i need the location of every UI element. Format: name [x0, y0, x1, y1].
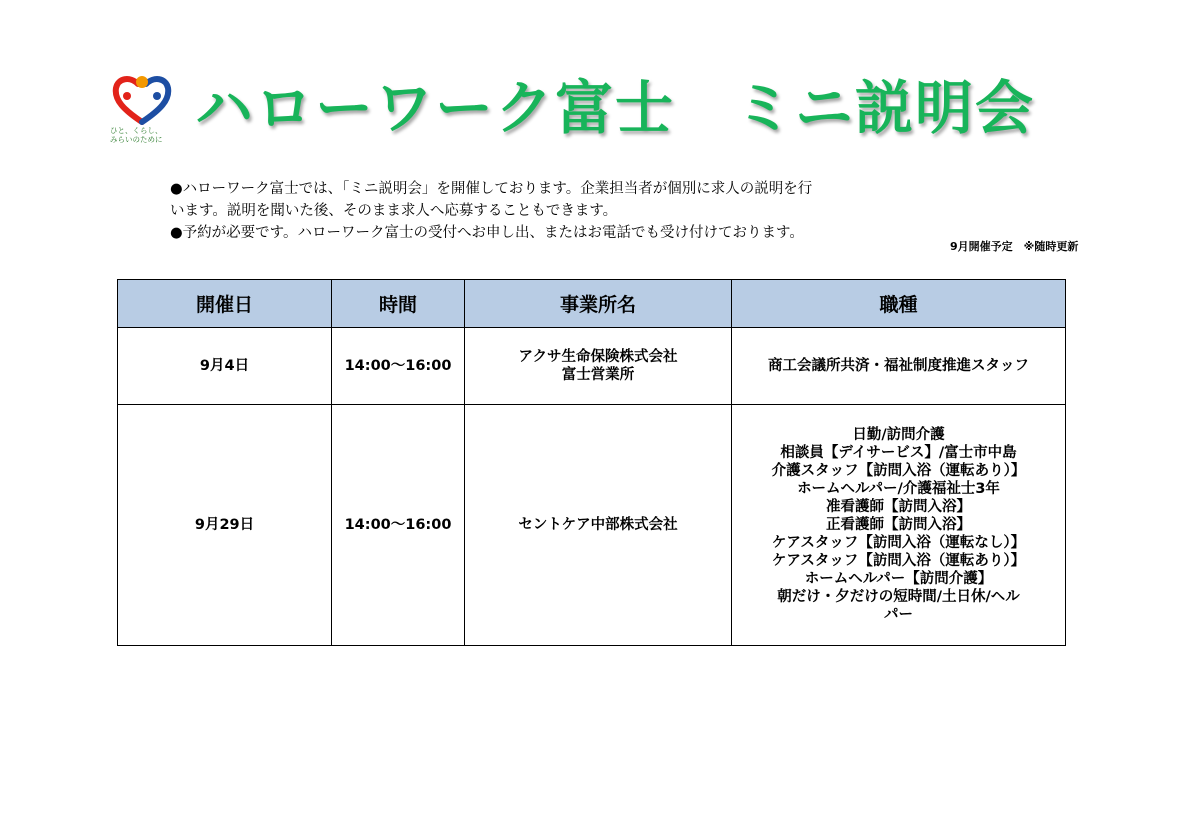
heart-family-logo-icon: [110, 72, 174, 126]
logo: [110, 72, 174, 148]
job-item: 商工会議所共済・福祉制度推進スタッフ: [768, 358, 1029, 374]
table-row: [118, 405, 1066, 646]
company-name: アクサ生命保険株式会社: [518, 349, 678, 365]
cell-date: 9月4日: [118, 328, 332, 405]
intro-line-1: ●ハローワーク富士では、「ミニ説明会」を開催しております。企業担当者が個別に求人の説明を行: [170, 181, 813, 197]
schedule-table: [117, 279, 1066, 646]
header-time: 時間: [332, 280, 465, 328]
intro-text: [170, 178, 960, 244]
table-header-row: [118, 280, 1066, 328]
logo-caption: ひと、くらし、 みらいのために: [110, 126, 163, 144]
intro-line-2: います。説明を聞いた後、そのまま求人へ応募することもできます。: [170, 203, 618, 219]
schedule-note: 9月開催予定 ※随時更新: [950, 240, 1079, 253]
header-company: 事業所名: [465, 280, 732, 328]
job-item: ケアスタッフ【訪問入浴（運転あり）】: [771, 553, 1026, 569]
cell-company: [465, 405, 732, 646]
job-item: 准看護師【訪問入浴】: [826, 499, 971, 515]
company-branch: 富士営業所: [561, 367, 635, 383]
job-item: ホームヘルパー/介護福祉士3年: [797, 481, 1000, 497]
table-row: [118, 328, 1066, 405]
job-item: ホームヘルパー【訪問介護】: [804, 571, 993, 587]
intro-line-3: ●予約が必要です。ハローワーク富士の受付へお申し出、またはお電話でも受け付けております。: [170, 225, 804, 241]
job-item: 正看護師【訪問入浴】: [826, 517, 971, 533]
cell-time: 14:00～16:00: [332, 328, 465, 405]
cell-company: [465, 328, 732, 405]
job-item: パー: [884, 607, 913, 623]
cell-job: [732, 328, 1066, 405]
cell-time: 14:00～16:00: [332, 405, 465, 646]
cell-date: 9月29日: [118, 405, 332, 646]
job-item: 日勤/訪問介護: [852, 427, 945, 443]
job-item: 相談員【デイサービス】/富士市中島: [780, 445, 1017, 461]
job-item: 朝だけ・夕だけの短時間/土日休/ヘル: [777, 589, 1020, 605]
page-title: ハローワーク富士 ミニ説明会: [195, 74, 1036, 142]
header-date: 開催日: [118, 280, 332, 328]
job-item: ケアスタッフ【訪問入浴（運転なし）】: [771, 535, 1026, 551]
cell-job: [732, 405, 1066, 646]
job-item: 介護スタッフ【訪問入浴（運転あり）】: [771, 463, 1026, 479]
company-name: セントケア中部株式会社: [518, 517, 678, 533]
header-job: 職種: [732, 280, 1066, 328]
